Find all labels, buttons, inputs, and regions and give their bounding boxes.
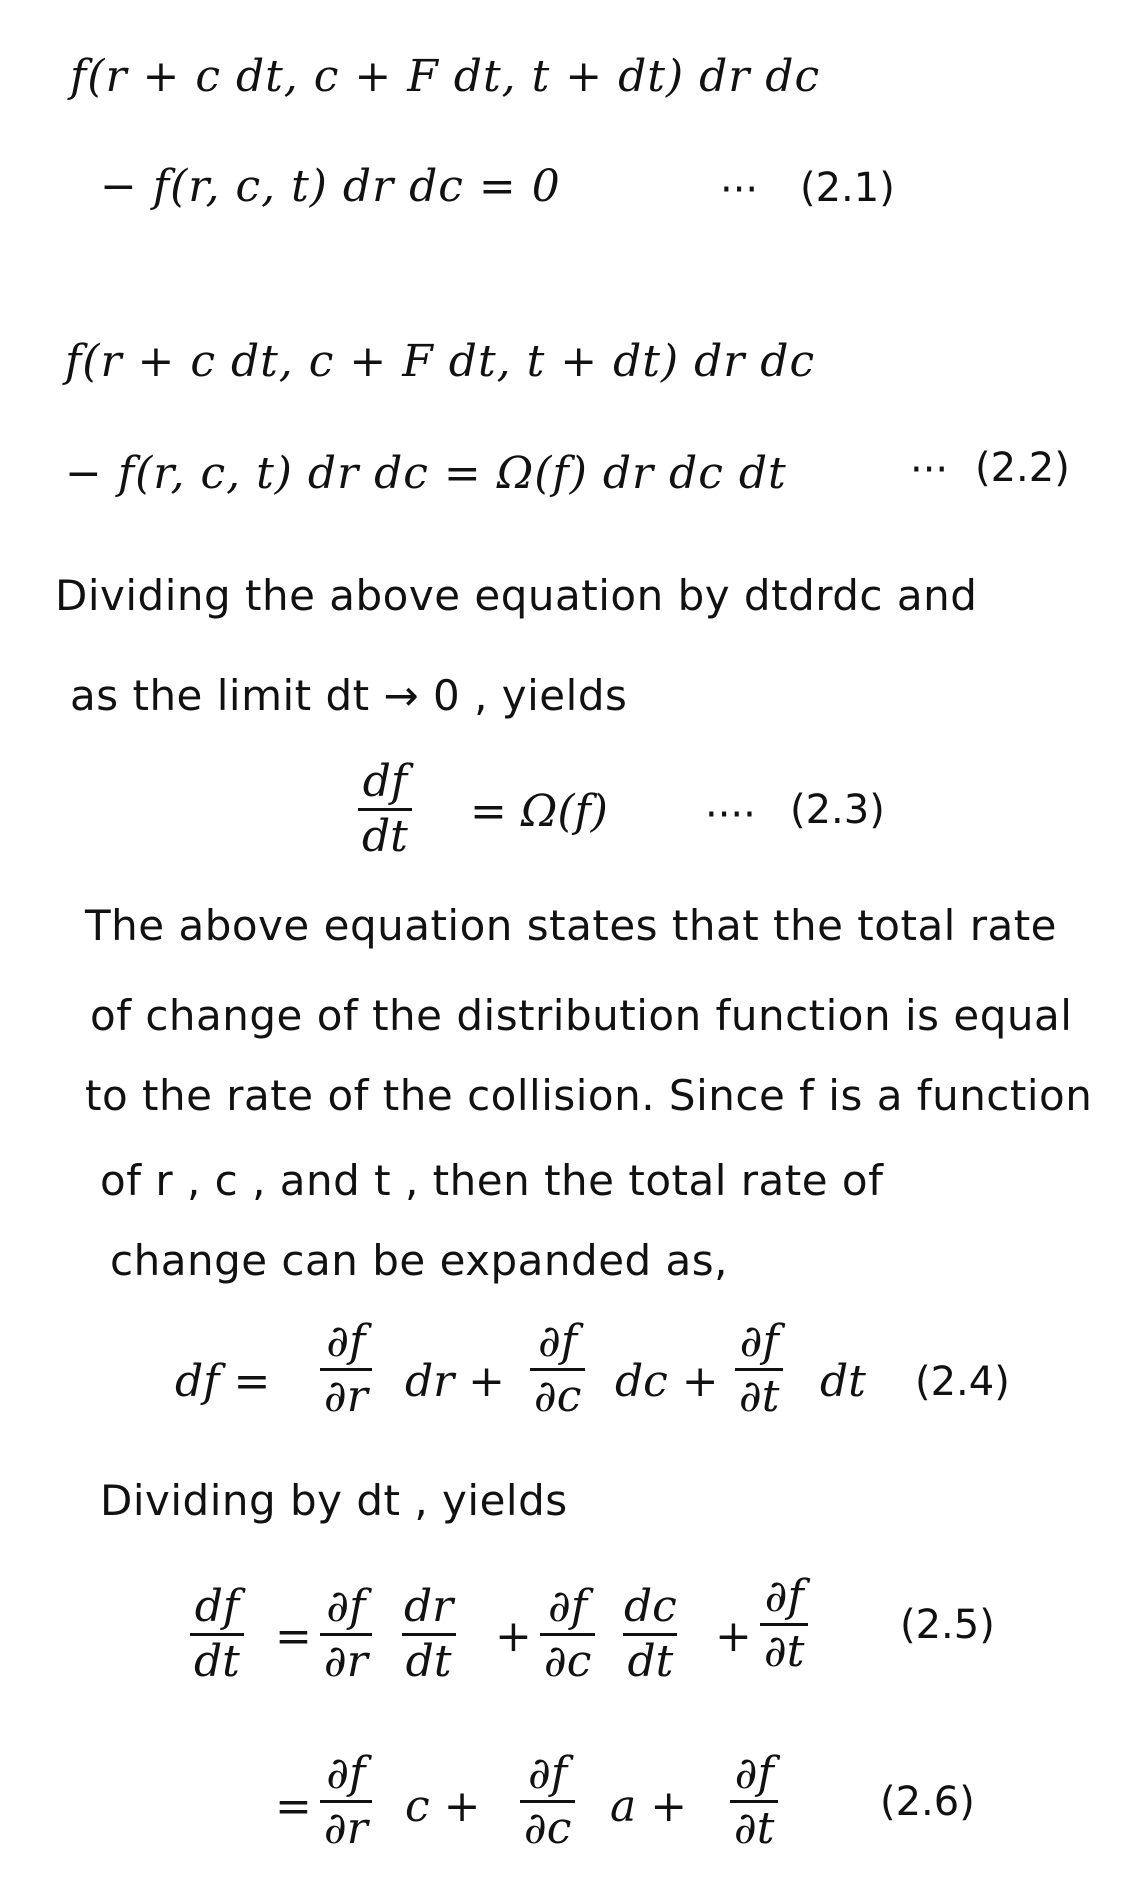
partial-f-partial-c xyxy=(520,1748,575,1854)
paragraph-3-line-1: Dividing by dt , yields xyxy=(100,1476,568,1525)
equation-number-2-2: (2.2) xyxy=(975,445,1070,491)
partial-f-partial-c xyxy=(540,1581,595,1687)
equation-2-4-term-3-tail: dt xyxy=(820,1356,866,1407)
equation-2-2-line-2: − f(r, c, t) dr dc = Ω(f) dr dc dt xyxy=(65,448,787,499)
equation-2-6-equals: = xyxy=(275,1781,312,1832)
fraction-denominator: ∂c xyxy=(520,1800,575,1851)
paragraph-2-line-4: of r , c , and t , then the total rate of xyxy=(100,1156,884,1205)
equation-2-1-line-1: f(r + c dt, c + F dt, t + dt) dr dc xyxy=(70,51,821,102)
equation-2-2-line-1: f(r + c dt, c + F dt, t + dt) dr dc xyxy=(65,336,816,387)
fraction-denominator: ∂r xyxy=(320,1633,372,1684)
fraction-denominator: ∂r xyxy=(320,1368,372,1419)
fraction-numerator: ∂f xyxy=(548,1581,588,1632)
fraction-numerator: ∂f xyxy=(326,1316,366,1367)
paragraph-2-line-1: The above equation states that the total rate xyxy=(85,901,1058,950)
equation-number-2-1: (2.1) xyxy=(800,165,895,211)
equation-2-6-term-2-tail: a + xyxy=(610,1781,688,1832)
equation-2-6-term-1-tail: c + xyxy=(405,1781,481,1832)
equation-2-5-plus-2: + xyxy=(715,1611,752,1662)
fraction-denominator: ∂t xyxy=(760,1623,808,1674)
fraction-numerator: dr xyxy=(404,1581,454,1632)
fraction-df-dt-lhs xyxy=(190,1581,244,1687)
equation-2-1-line-2: − f(r, c, t) dr dc = 0 xyxy=(100,161,561,212)
partial-f-partial-c xyxy=(530,1316,585,1422)
paragraph-2-line-3: to the rate of the collision. Since f is a function xyxy=(85,1071,1093,1120)
paragraph-2-line-5: change can be expanded as, xyxy=(110,1236,729,1285)
equation-number-2-3: (2.3) xyxy=(790,787,885,833)
fraction-denominator: dt xyxy=(358,808,412,859)
fraction-denominator: dt xyxy=(190,1633,244,1684)
fraction-numerator: ∂f xyxy=(739,1316,779,1367)
partial-f-partial-r xyxy=(320,1316,372,1422)
fraction-numerator: df xyxy=(194,1581,240,1632)
fraction-dc-dt xyxy=(620,1581,681,1687)
paragraph-2-line-2: of change of the distribution function is equal xyxy=(90,991,1073,1040)
fraction-denominator: ∂r xyxy=(320,1800,372,1851)
equation-2-2-dots: ··· xyxy=(910,447,949,493)
equation-2-4-term-2-tail: dc + xyxy=(615,1356,719,1407)
equation-2-5-plus-1: + xyxy=(495,1611,532,1662)
fraction-dr-dt xyxy=(400,1581,457,1687)
fraction-numerator: ∂f xyxy=(326,1748,366,1799)
equation-number-2-6: (2.6) xyxy=(880,1779,975,1825)
equation-2-4-lhs: df = xyxy=(175,1356,271,1407)
fraction-numerator: ∂f xyxy=(528,1748,568,1799)
equation-number-2-4: (2.4) xyxy=(915,1359,1010,1405)
fraction-df-dt xyxy=(358,756,412,862)
paragraph-1-line-1: Dividing the above equation by dtdrdc and xyxy=(55,571,978,620)
equation-2-1-dots: ··· xyxy=(720,167,759,213)
partial-f-partial-t xyxy=(760,1571,808,1677)
partial-f-partial-r xyxy=(320,1748,372,1854)
fraction-denominator: ∂t xyxy=(730,1800,778,1851)
fraction-denominator: ∂t xyxy=(735,1368,783,1419)
equation-2-5-equals: = xyxy=(275,1611,312,1662)
partial-f-partial-t xyxy=(735,1316,783,1422)
equation-number-2-5: (2.5) xyxy=(900,1602,995,1648)
partial-f-partial-t xyxy=(730,1748,778,1854)
partial-f-partial-r xyxy=(320,1581,372,1687)
fraction-denominator: dt xyxy=(623,1633,677,1684)
fraction-numerator: ∂f xyxy=(538,1316,578,1367)
fraction-numerator: ∂f xyxy=(764,1571,804,1622)
paragraph-1-line-2: as the limit dt → 0 , yields xyxy=(70,671,628,720)
equation-2-3-dots: ···· xyxy=(705,792,756,838)
fraction-numerator: df xyxy=(362,756,408,807)
equation-2-4-term-1-tail: dr + xyxy=(405,1356,506,1407)
fraction-numerator: ∂f xyxy=(326,1581,366,1632)
fraction-numerator: ∂f xyxy=(734,1748,774,1799)
fraction-denominator: dt xyxy=(402,1633,456,1684)
fraction-numerator: dc xyxy=(624,1581,677,1632)
fraction-denominator: ∂c xyxy=(530,1368,585,1419)
fraction-denominator: ∂c xyxy=(540,1633,595,1684)
equation-2-3-rhs: = Ω(f) xyxy=(470,786,608,837)
